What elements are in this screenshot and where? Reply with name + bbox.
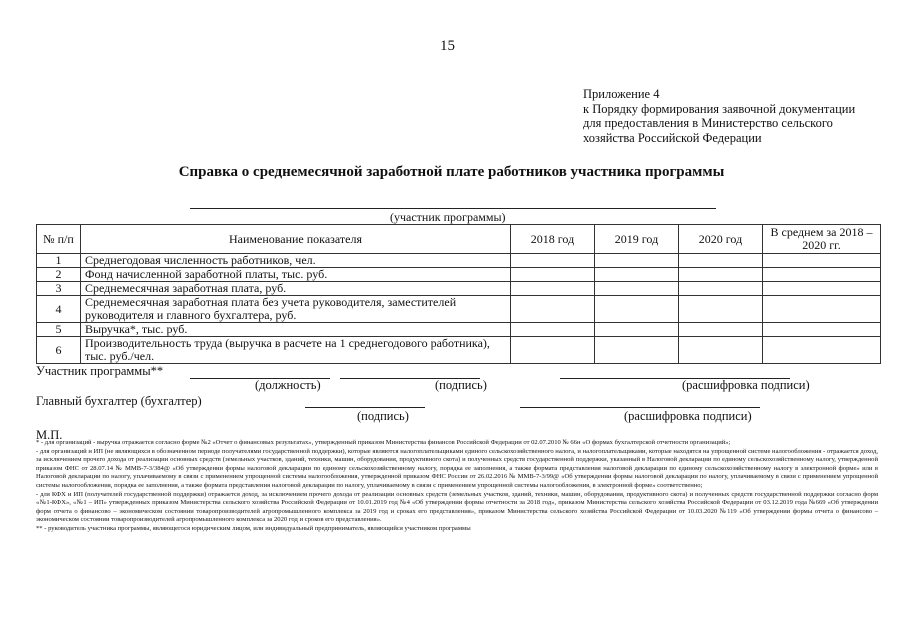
value-cell-2019[interactable] xyxy=(595,282,679,296)
table-row xyxy=(37,254,881,268)
document-title: Справка о среднемесячной заработной плате работников участника программы xyxy=(178,164,725,180)
value-cell-2019[interactable] xyxy=(595,254,679,268)
stamp-place-label: М.П. xyxy=(36,428,63,442)
accountant-signature-label: Главный бухгалтер (бухгалтер) xyxy=(36,394,202,408)
value-cell-2020[interactable] xyxy=(679,337,763,364)
value-cell-2020[interactable] xyxy=(679,268,763,282)
value-cell-average[interactable] xyxy=(763,296,881,323)
value-cell-2020[interactable] xyxy=(679,254,763,268)
page-number: 15 xyxy=(440,38,455,54)
value-cell-2020[interactable] xyxy=(679,282,763,296)
footnote: - для КФХ и ИП (получателей государственной поддержки) отражается доход, за исключением прочего дохода от реализации основных средств (земельных участков, зданий, техники, машин, оборудования, продуктивного скота) и полученных средств государственной поддержки согласно форм «№1-КФХ», «№1 – ИП» утвержденных приказом Министерства сельского хозяйства Российской Федерации от 10.01.2019 год №4 «Об утверждении формы отчетности за 2018 год», приказом Министерства сельского хозяйства Российской Федерации от 03.12.2019 года №669 «Об утверждении форм отчета о финансово – экономическом состоянии товаропроизводителей агропромышленного комплекса за 2019 год и сроках его представления», приказом Министерства сельского хозяйства Российской Федерации от 10.03.2020 №119 «Об утверждении формы отчета о финансово – экономическом состоянии товаропроизводителей агропромышленного комплекса за 2020 год и сроков его представления». xyxy=(36,490,878,524)
table-row xyxy=(37,296,881,323)
row-number: 2 xyxy=(37,268,81,282)
column-header-2018: 2018 год xyxy=(511,225,595,254)
appendix-header xyxy=(583,87,855,145)
footnote: * - для организаций - выручка отражается согласно форме №2 «Отчет о финансовых результатах», утвержденный приказом Министерства финансов Российской Федерации от 02.07.2010 № 66н «О формах бухгалтерской отчетности организаций»; xyxy=(36,439,731,446)
table-header-row xyxy=(37,225,881,254)
indicator-name: Среднемесячная заработная плата без учета руководителя, заместителей руководителя и главного бухгалтера, руб. xyxy=(81,296,511,323)
row-number: 5 xyxy=(37,323,81,337)
value-cell-2019[interactable] xyxy=(595,337,679,364)
salary-table xyxy=(36,224,881,364)
participant-signature-label: Участник программы** xyxy=(36,364,164,378)
signature-caption: (подпись) xyxy=(435,378,487,392)
table-row xyxy=(37,323,881,337)
appendix-line: Приложение 4 xyxy=(583,87,660,101)
column-header-indicator: Наименование показателя xyxy=(81,225,511,254)
row-number: 6 xyxy=(37,337,81,364)
table-row xyxy=(37,268,881,282)
value-cell-2018[interactable] xyxy=(511,282,595,296)
column-header-number: № п/п xyxy=(37,225,81,254)
footnote: - для организаций и ИП (не являющихся в обозначенном периоде получателями государственной поддержки), которые являются налогоплательщиками единого сельскохозяйственного налога, и налогоплательщиками, которые находятся на упрощенной системе налогообложения - отражается доход, за исключением прочего дохода от реализации основных средств (земельных участков, зданий, техники, машин, оборудования, продуктивного скота) и полученных средств государственной поддержки, указанный в Налоговой декларации по единому сельскохозяйственному налогу, утвержденной приказом ФНС от 28.07.14 № ММВ-7-3/384@ «Об утверждении формы налоговой декларации по единому сельскохозяйственному налогу, порядка ее заполнения, а также формата представления налоговой декларации по единому сельскохозяйственному налогу в электронной форме» или в Налоговой декларации по налогу, уплачиваемому в связи с применением упрощенной системы налогообложения, утвержденной приказом ФНС России от 26.02.2016 № ММВ-7-3/99@ «Об утверждении формы налоговой декларации по налогу, уплачиваемому в связи с применением упрощенной системы налогообложения, порядка ее заполнения, а также формата представления налоговой декларации по налогу, уплачиваемому в связи с применением упрощенной системы налогообложения, в электронной форме» соответственно; xyxy=(36,447,878,489)
position-caption: (должность) xyxy=(255,378,321,392)
column-header-2020: 2020 год xyxy=(679,225,763,254)
value-cell-2018[interactable] xyxy=(511,268,595,282)
row-number: 4 xyxy=(37,296,81,323)
value-cell-2018[interactable] xyxy=(511,254,595,268)
value-cell-2020[interactable] xyxy=(679,323,763,337)
indicator-name: Выручка*, тыс. руб. xyxy=(81,323,511,337)
value-cell-2018[interactable] xyxy=(511,323,595,337)
participant-fill-line[interactable] xyxy=(190,208,716,209)
indicator-name: Среднемесячная заработная плата, руб. xyxy=(81,282,511,296)
accountant-decoding-fill-line[interactable] xyxy=(520,407,760,408)
column-header-2019: 2019 год xyxy=(595,225,679,254)
row-number: 1 xyxy=(37,254,81,268)
indicator-name: Фонд начисленной заработной платы, тыс. руб. xyxy=(81,268,511,282)
value-cell-average[interactable] xyxy=(763,254,881,268)
decoding-caption: (расшифровка подписи) xyxy=(682,378,810,392)
column-header-average: В среднем за 2018 – 2020 гг. xyxy=(763,225,881,254)
value-cell-2019[interactable] xyxy=(595,296,679,323)
value-cell-2020[interactable] xyxy=(679,296,763,323)
value-cell-average[interactable] xyxy=(763,337,881,364)
indicator-name: Среднегодовая численность работников, чел. xyxy=(81,254,511,268)
appendix-line: к Порядку формирования заявочной документации xyxy=(583,101,856,116)
accountant-signature-fill-line[interactable] xyxy=(305,407,425,408)
value-cell-2018[interactable] xyxy=(511,337,595,364)
value-cell-2018[interactable] xyxy=(511,296,595,323)
value-cell-2019[interactable] xyxy=(595,323,679,337)
value-cell-average[interactable] xyxy=(763,268,881,282)
value-cell-2019[interactable] xyxy=(595,268,679,282)
accountant-signature-caption: (подпись) xyxy=(357,409,409,423)
footnote: ** - руководитель участника программы, являющегося юридическим лицом, или индивидуальный предприниматель, являющийся участником программы xyxy=(36,524,471,532)
table-row xyxy=(37,282,881,296)
participant-caption: (участник программы) xyxy=(390,210,506,224)
appendix-line: хозяйства Российской Федерации xyxy=(583,130,762,145)
value-cell-average[interactable] xyxy=(763,282,881,296)
indicator-name: Производительность труда (выручка в расчете на 1 среднегодового работника), тыс. руб./чел. xyxy=(81,337,511,364)
table-row xyxy=(37,337,881,364)
value-cell-average[interactable] xyxy=(763,323,881,337)
footnotes xyxy=(36,439,878,534)
row-number: 3 xyxy=(37,282,81,296)
accountant-decoding-caption: (расшифровка подписи) xyxy=(624,409,752,423)
appendix-line: для предоставления в Министерство сельского xyxy=(583,116,833,130)
